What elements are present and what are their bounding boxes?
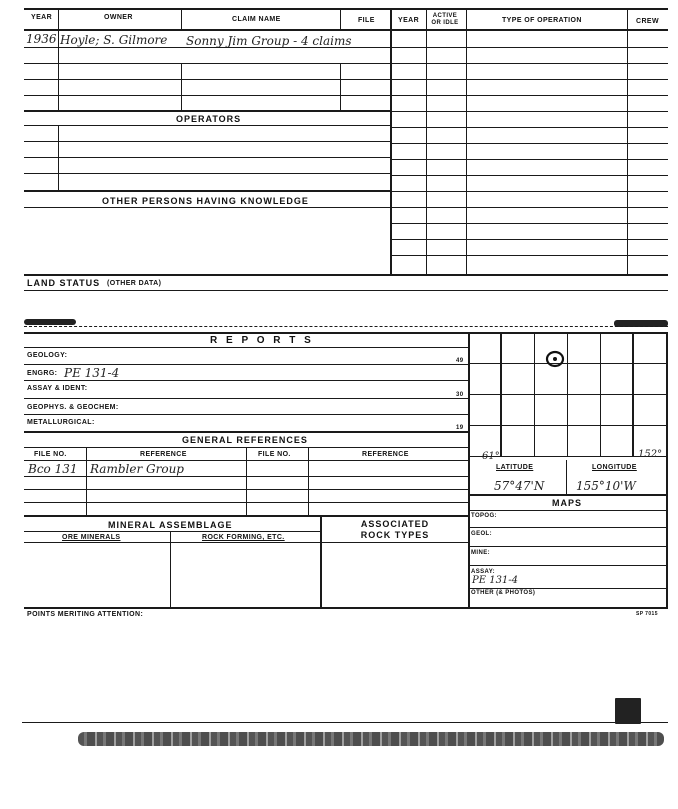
gr-header-reference: REFERENCE	[140, 451, 187, 458]
header-file: FILE	[358, 17, 375, 24]
gr-entry-reference: Rambler Group	[90, 462, 184, 476]
longitude-value: 155°10'W	[576, 479, 636, 493]
header-owner: OWNER	[104, 14, 133, 21]
header-claim-name: CLAIM NAME	[232, 16, 281, 23]
gr-header-reference-2: REFERENCE	[362, 451, 409, 458]
reports-engrg: ENGRG:	[27, 370, 58, 377]
entry-year: 1936	[26, 32, 57, 46]
header-type-of-operation: TYPE OF OPERATION	[502, 17, 582, 24]
longitude-label: LONGITUDE	[592, 464, 637, 471]
maps-assay: ASSAY:	[471, 569, 496, 575]
rock-forming-label: ROCK FORMING, ETC.	[202, 534, 285, 541]
land-status-title: LAND STATUS	[27, 278, 101, 288]
mineral-assemblage-title: MINERAL ASSEMBLAGE	[108, 520, 233, 530]
maps-topog: TOPOG:	[471, 513, 497, 519]
grid-lat-left: 61°	[482, 451, 500, 462]
gr-entry-file: Bco 131	[28, 462, 78, 476]
entry-claim-name: Sonny Jim Group - 4 claims	[186, 34, 352, 48]
scan-smudge-left	[24, 319, 76, 325]
reports-n19: 19	[456, 425, 464, 431]
header-year-2: YEAR	[398, 17, 420, 24]
scan-noise-band	[78, 732, 664, 746]
reports-geophys: GEOPHYS. & GEOCHEM:	[27, 404, 119, 411]
maps-other: OTHER (& PHOTOS)	[471, 590, 536, 596]
header-active-or-idle: ACTIVE OR IDLE	[431, 13, 459, 26]
grid-lon-right: 152°	[638, 449, 663, 460]
other-persons-title: OTHER PERSONS HAVING KNOWLEDGE	[102, 196, 309, 206]
scan-black-block	[615, 698, 641, 724]
reports-metallurgical: METALLURGICAL:	[27, 419, 95, 426]
land-status-subtitle: (OTHER DATA)	[107, 280, 162, 287]
reports-n49: 49	[456, 358, 464, 364]
reports-geology: GEOLOGY:	[27, 352, 68, 359]
location-marker-icon	[544, 349, 566, 369]
points-meriting-attention: POINTS MERITING ATTENTION:	[27, 611, 144, 618]
associated-rock-types-label: ASSOCIATED ROCK TYPES	[360, 519, 430, 540]
maps-assay-value: PE 131-4	[472, 575, 519, 586]
maps-mine: MINE:	[471, 550, 490, 556]
reports-n30: 30	[456, 392, 464, 398]
gr-header-file-no-2: FILE NO.	[258, 451, 291, 458]
latitude-value: 57°47'N	[494, 479, 545, 493]
maps-geol: GEOL:	[471, 531, 492, 537]
ore-minerals-label: ORE MINERALS	[62, 534, 121, 541]
maps-title: MAPS	[552, 498, 583, 508]
reports-engrg-value: PE 131-4	[64, 366, 120, 380]
header-crew: CREW	[636, 18, 659, 25]
gr-header-file-no: FILE NO.	[34, 451, 67, 458]
reports-title: R E P O R T S	[210, 335, 314, 346]
header-year: YEAR	[31, 14, 53, 21]
general-references-title: GENERAL REFERENCES	[182, 435, 308, 445]
reports-assay: ASSAY & IDENT:	[27, 385, 88, 392]
entry-owner: Hoyle; S. Gilmore	[60, 33, 168, 47]
form-number: SP 7015	[636, 611, 658, 617]
operators-title: OPERATORS	[176, 114, 242, 124]
latitude-label: LATITUDE	[496, 464, 534, 471]
